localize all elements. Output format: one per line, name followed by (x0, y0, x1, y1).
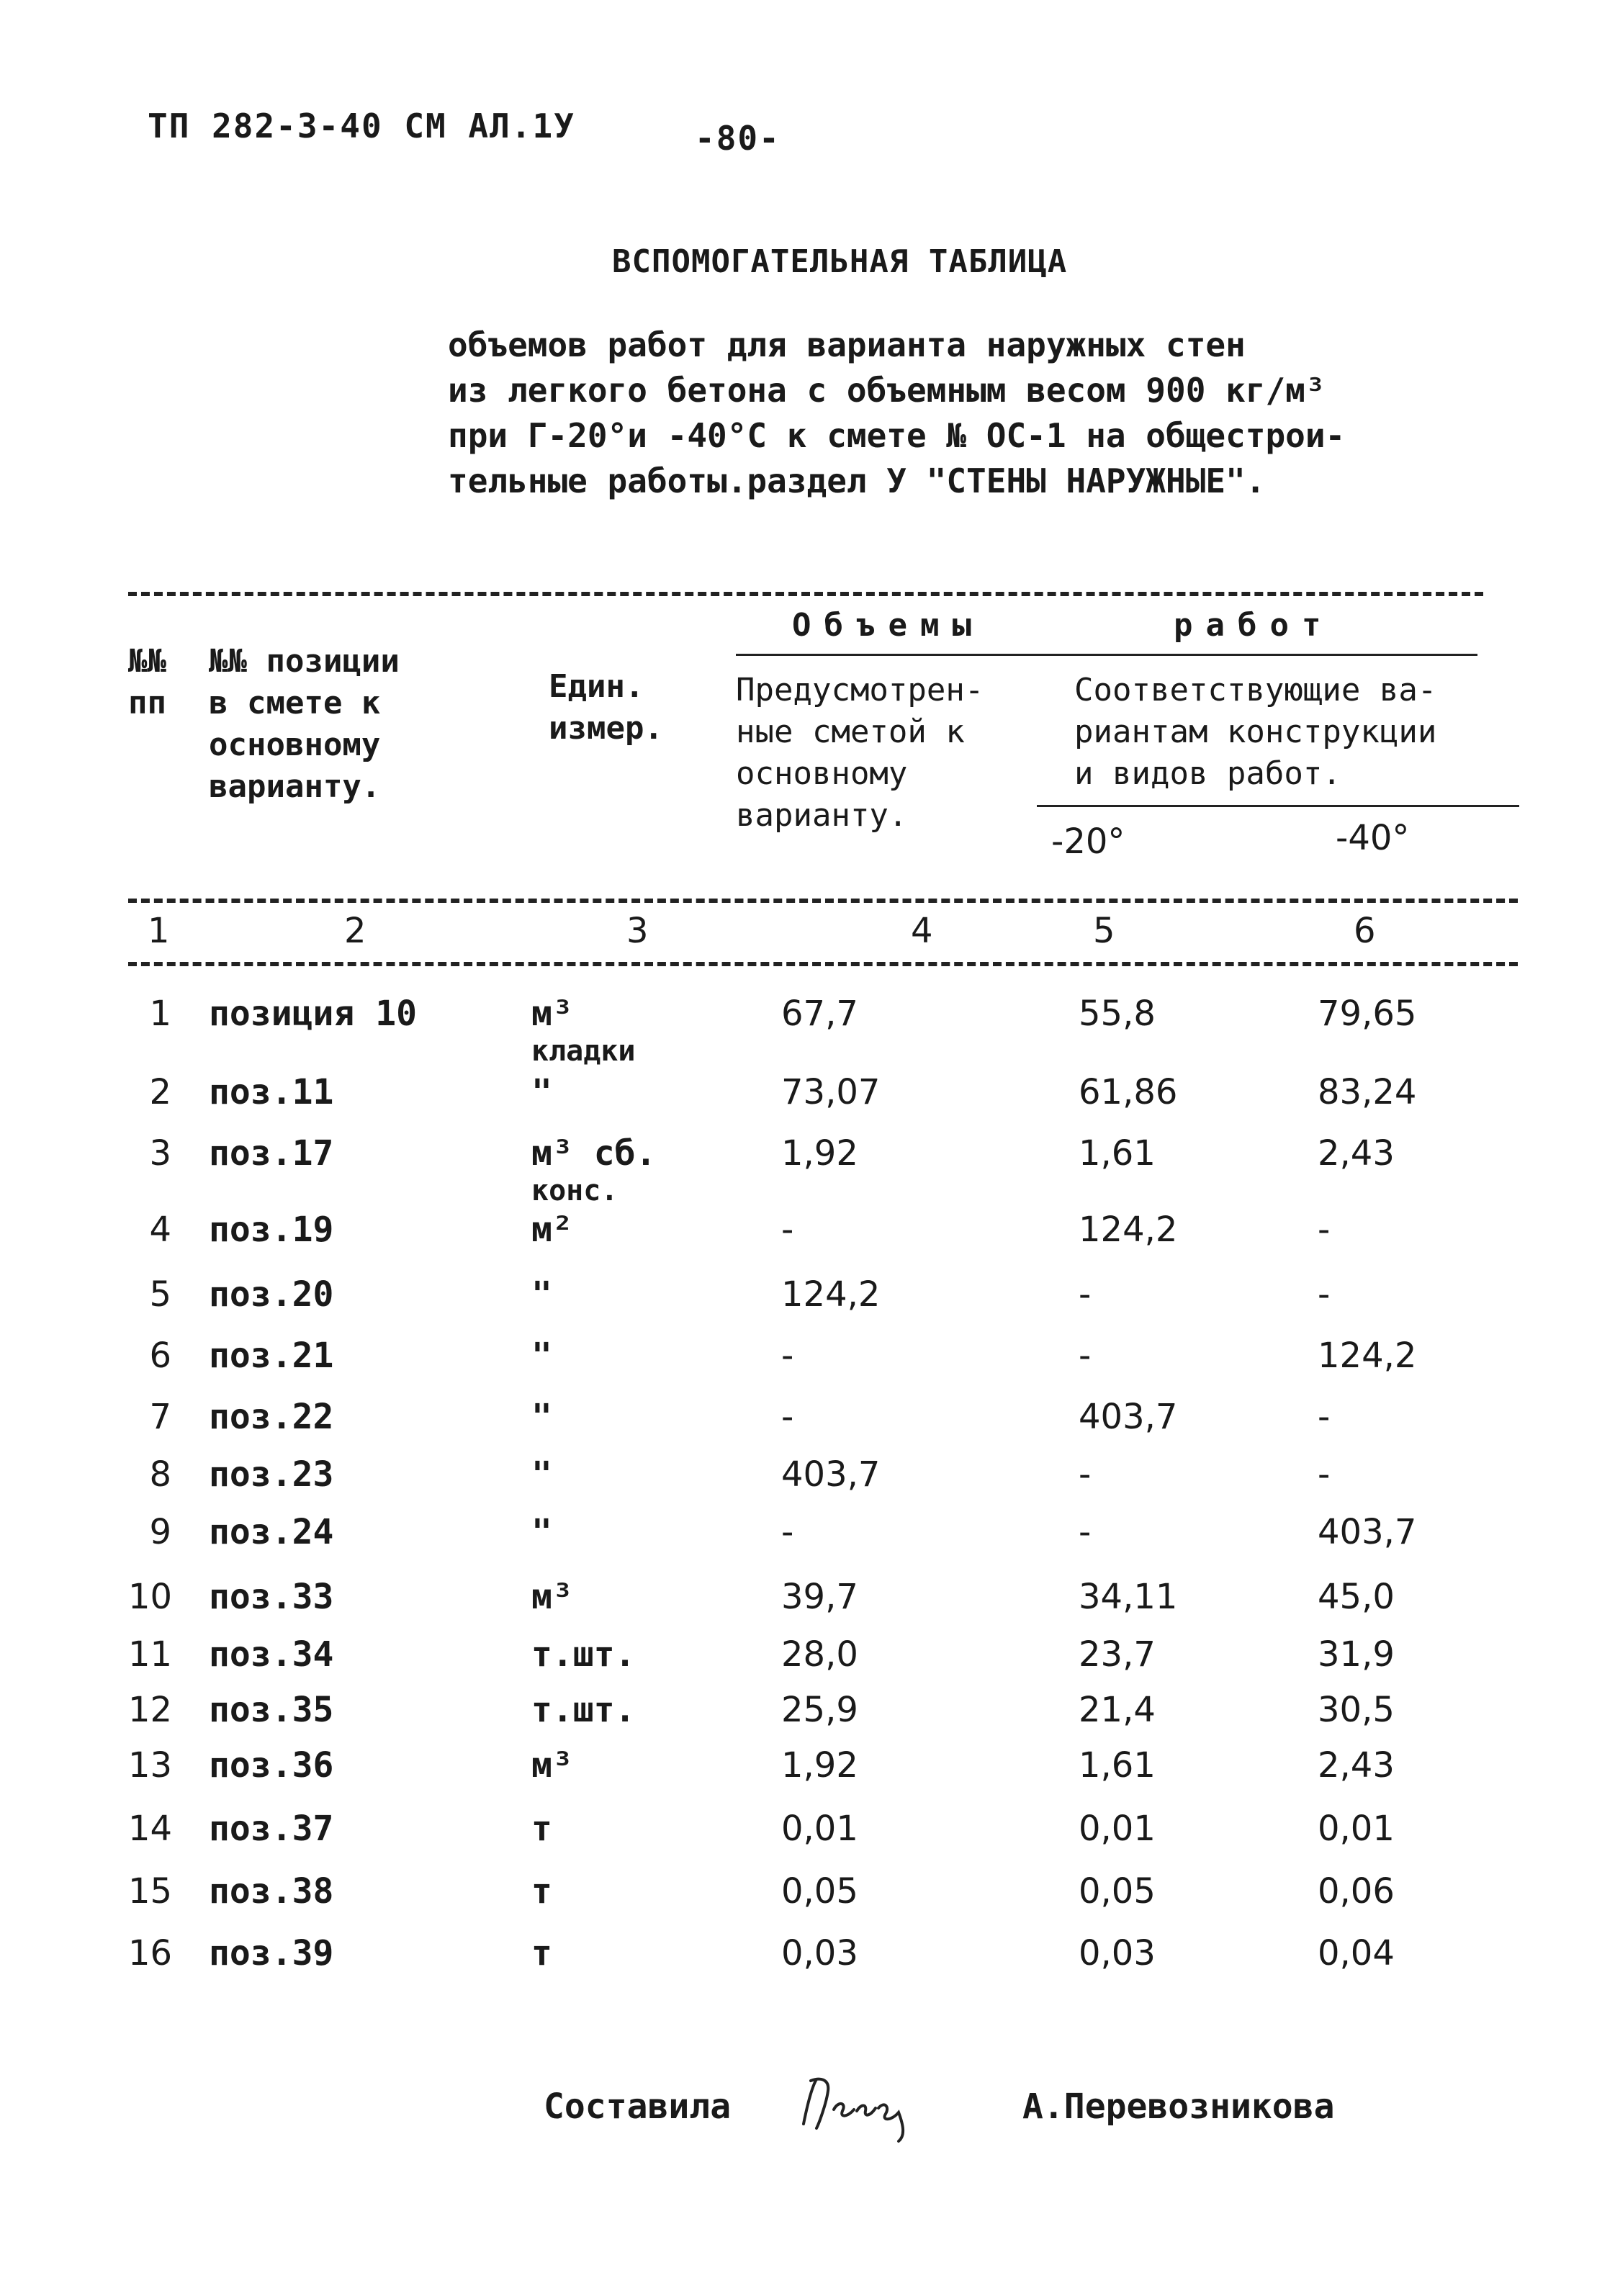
row-position: поз.17 (209, 1133, 334, 1174)
row-value-minus20: 23,7 (1079, 1634, 1156, 1675)
intro-line-2: из легкого бетона с объемным весом 900 кг/м³ (448, 371, 1326, 410)
header-sub-underline (1037, 805, 1519, 807)
row-value-minus40: - (1318, 1397, 1331, 1437)
row-unit: т.шт. (531, 1690, 636, 1730)
row-unit: " (531, 1454, 552, 1495)
row-value-base: - (781, 1512, 794, 1552)
row-value-minus20: - (1079, 1274, 1092, 1315)
row-unit: " (531, 1397, 552, 1437)
row-value-base: 39,7 (781, 1577, 858, 1617)
row-unit: м³ (531, 994, 573, 1034)
colnum-bottom-border (128, 962, 1518, 966)
row-value-minus20: - (1079, 1454, 1092, 1495)
row-value-base: 1,92 (781, 1745, 858, 1786)
row-value-minus40: 79,65 (1318, 994, 1417, 1034)
row-value-minus40: 0,01 (1318, 1809, 1395, 1849)
row-position: поз.11 (209, 1072, 334, 1112)
page-number: -80- (695, 119, 780, 158)
row-number: 3 (149, 1133, 171, 1174)
row-unit: м³ сб. (531, 1133, 657, 1174)
row-value-minus40: 0,06 (1318, 1871, 1395, 1912)
header-group-right: работ (1174, 607, 1334, 644)
header-col2: №№ позиции в смете к основному варианту. (209, 643, 400, 805)
intro-paragraph (448, 323, 1345, 504)
intro-line-4: тельные работы.раздел У "СТЕНЫ НАРУЖНЫЕ". (448, 462, 1266, 500)
row-value-base: - (781, 1210, 794, 1250)
row-value-minus40: - (1318, 1210, 1331, 1250)
row-value-base: 73,07 (781, 1072, 881, 1112)
row-number: 12 (128, 1690, 173, 1730)
row-value-minus20: 55,8 (1079, 994, 1156, 1034)
row-value-minus40: 83,24 (1318, 1072, 1417, 1112)
row-value-minus20: - (1079, 1512, 1092, 1552)
document-code: ТП 282-3-40 СМ АЛ.1У (148, 107, 575, 145)
row-unit: " (531, 1274, 552, 1315)
row-number: 8 (149, 1454, 171, 1495)
row-value-base: 1,92 (781, 1133, 858, 1174)
colnum-4: 4 (911, 911, 933, 951)
row-unit: м³ (531, 1577, 573, 1617)
row-value-minus20: 0,03 (1079, 1933, 1156, 1973)
row-unit: т (531, 1933, 552, 1973)
row-number: 9 (149, 1512, 171, 1552)
row-unit: " (531, 1512, 552, 1552)
header-col4: Предусмотрен- ные сметой к основному варианту. (736, 672, 984, 834)
row-number: 13 (128, 1745, 173, 1786)
row-unit: " (531, 1336, 552, 1376)
row-number: 10 (128, 1577, 173, 1617)
row-number: 16 (128, 1933, 173, 1973)
row-value-base: - (781, 1336, 794, 1376)
row-value-minus40: - (1318, 1274, 1331, 1315)
row-position: поз.23 (209, 1454, 334, 1495)
row-unit: т (531, 1871, 552, 1912)
row-value-base: 25,9 (781, 1690, 858, 1730)
row-value-base: 0,03 (781, 1933, 858, 1973)
row-number: 14 (128, 1809, 173, 1849)
row-value-base: 67,7 (781, 994, 858, 1034)
row-position: поз.33 (209, 1577, 334, 1617)
row-value-base: - (781, 1397, 794, 1437)
row-value-base: 0,01 (781, 1809, 858, 1849)
row-unit: т.шт. (531, 1634, 636, 1675)
header-col5: -20° (1051, 821, 1125, 862)
row-position: поз.35 (209, 1690, 334, 1730)
row-value-minus20: 403,7 (1079, 1397, 1178, 1437)
row-value-minus40: 124,2 (1318, 1336, 1417, 1376)
intro-line-1: объемов работ для варианта наружных стен (448, 325, 1246, 364)
colnum-6: 6 (1354, 911, 1376, 951)
row-value-minus40: 403,7 (1318, 1512, 1417, 1552)
row-value-base: 28,0 (781, 1634, 858, 1675)
row-position: поз.39 (209, 1933, 334, 1973)
row-value-minus40: 0,04 (1318, 1933, 1395, 1973)
row-number: 4 (149, 1210, 171, 1250)
row-position: поз.19 (209, 1210, 334, 1250)
header-col3: Един. измер. (549, 668, 663, 747)
row-value-minus40: 2,43 (1318, 1133, 1395, 1174)
table-top-border (128, 592, 1483, 596)
colnum-1: 1 (148, 911, 170, 951)
row-position: позиция 10 (209, 994, 417, 1034)
row-number: 5 (149, 1274, 171, 1315)
row-value-minus40: - (1318, 1454, 1331, 1495)
row-unit-extra: конс. (531, 1174, 618, 1207)
row-value-minus20: 124,2 (1079, 1210, 1178, 1250)
row-unit: м³ (531, 1745, 573, 1786)
row-number: 7 (149, 1397, 171, 1437)
row-value-minus20: 0,05 (1079, 1871, 1156, 1912)
row-value-minus40: 31,9 (1318, 1634, 1395, 1675)
row-value-base: 403,7 (781, 1454, 881, 1495)
row-value-minus20: - (1079, 1336, 1092, 1376)
row-value-minus20: 0,01 (1079, 1809, 1156, 1849)
row-position: поз.36 (209, 1745, 334, 1786)
row-value-base: 0,05 (781, 1871, 858, 1912)
row-unit-extra: кладки (531, 1035, 636, 1068)
row-value-minus20: 1,61 (1079, 1133, 1156, 1174)
row-value-minus20: 34,11 (1079, 1577, 1178, 1617)
table-title: ВСПОМОГАТЕЛЬНАЯ ТАБЛИЦА (612, 243, 1068, 280)
row-position: поз.24 (209, 1512, 334, 1552)
row-position: поз.21 (209, 1336, 334, 1376)
row-number: 11 (128, 1634, 173, 1675)
signature-label: Составила (544, 2086, 732, 2127)
row-position: поз.20 (209, 1274, 334, 1315)
row-unit: т (531, 1809, 552, 1849)
row-number: 15 (128, 1871, 173, 1912)
row-value-minus20: 21,4 (1079, 1690, 1156, 1730)
row-value-minus40: 2,43 (1318, 1745, 1395, 1786)
row-position: поз.22 (209, 1397, 334, 1437)
colnum-top-border (128, 899, 1518, 903)
signer-name: А.Перевозникова (1022, 2086, 1335, 2127)
header-group-left: Объемы (792, 607, 984, 644)
intro-line-3: при Г-20°и -40°С к смете № ОС-1 на общестрои- (448, 416, 1346, 455)
handwritten-signature (798, 2066, 927, 2146)
row-position: поз.38 (209, 1871, 334, 1912)
row-number: 2 (149, 1072, 171, 1112)
header-group-underline (736, 654, 1477, 656)
row-position: поз.37 (209, 1809, 334, 1849)
row-value-minus40: 30,5 (1318, 1690, 1395, 1730)
row-unit: м² (531, 1210, 573, 1250)
header-col56: Соответствующие ва- риантам конструкции и видов работ. (1074, 672, 1437, 792)
row-value-minus20: 61,86 (1079, 1072, 1178, 1112)
header-col6: -40° (1336, 818, 1410, 858)
colnum-3: 3 (626, 911, 649, 951)
header-col1: №№ пп (128, 643, 166, 721)
colnum-5: 5 (1093, 911, 1115, 951)
row-position: поз.34 (209, 1634, 334, 1675)
row-number: 1 (149, 994, 171, 1034)
row-value-minus20: 1,61 (1079, 1745, 1156, 1786)
colnum-2: 2 (344, 911, 366, 951)
row-value-minus40: 45,0 (1318, 1577, 1395, 1617)
row-unit: " (531, 1072, 552, 1112)
row-value-base: 124,2 (781, 1274, 881, 1315)
row-number: 6 (149, 1336, 171, 1376)
